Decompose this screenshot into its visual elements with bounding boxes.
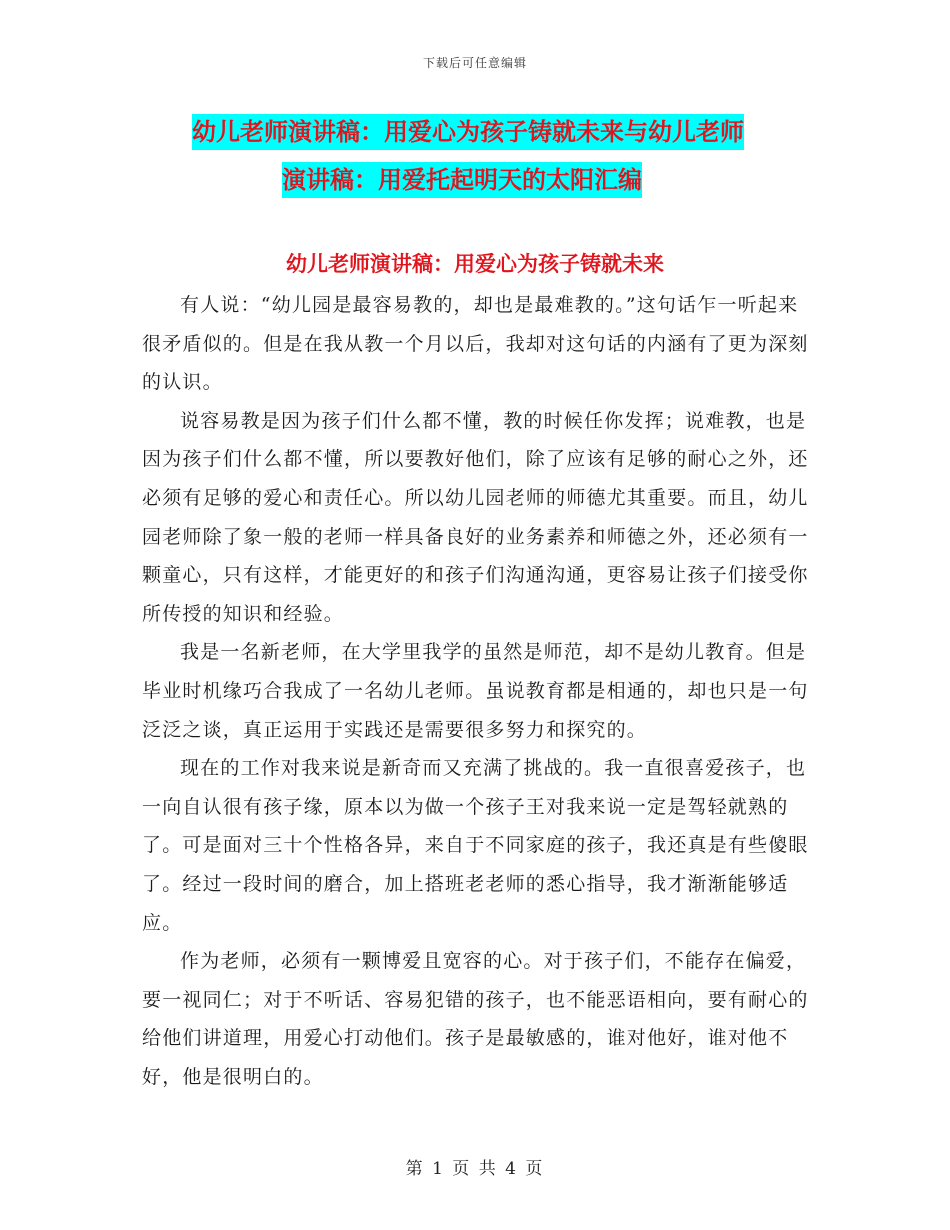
- page-number-footer: 第 1 页 共 4 页: [405, 1159, 545, 1179]
- paragraph-4: 现在的工作对我来说是新奇而又充满了挑战的。我一直很喜爱孩子，也一向自认很有孩子缘，原本以为做一个孩子王对我来说一定是驾轻就熟的了。可是面对三十个性格各异，来自于不同家庭的孩子，我还真是有些傻眼了。经过一段时间的磨合，加上搭班老老师的悉心指导，我才渐渐能够适应。: [142, 757, 809, 934]
- title-highlight-1: 幼儿老师演讲稿：用爱心为孩子铸就未来与幼儿老师: [192, 114, 744, 150]
- paragraph-5: 作为老师，必须有一颗博爱且宽容的心。对于孩子们，不能存在偏爱，要一视同仁；对于不听话、容易犯错的孩子，也不能恶语相向，要有耐心的给他们讲道理，用爱心打动他们。孩子是最敏感的，谁对他好，谁对他不好，他是很明白的。: [142, 950, 809, 1088]
- title-highlight-2: 演讲稿：用爱托起明天的太阳汇编: [282, 162, 642, 198]
- page-header-note: 下载后可任意编辑: [422, 56, 527, 70]
- paragraph-2: 说容易教是因为孩子们什么都不懂，教的时候任你发挥；说难教，也是因为孩子们什么都不懂，所以要教好他们，除了应该有足够的耐心之外，还必须有足够的爱心和责任心。所以幼儿园老师的师德尤其重要。而且，幼儿园老师除了象一般的老师一样具备良好的业务素养和师德之外，还必须有一颗童心，只有这样，才能更好的和孩子们沟通沟通，更容易让孩子们接受你所传授的知识和经验。: [142, 409, 809, 625]
- document-title-line-1: [140, 108, 840, 156]
- paragraph-1: 有人说：“幼儿园是最容易教的，却也是最难教的。”这句话乍一听起来很矛盾似的。但是在我从教一个月以后，我却对这句话的内涵有了更为深刻的认识。: [142, 294, 809, 394]
- document-title-line-2: [140, 156, 840, 204]
- paragraph-3: 我是一名新老师，在大学里我学的虽然是师范，却不是幼儿教育。但是毕业时机缘巧合我成了一名幼儿老师。虽说教育都是相通的，却也只是一句泛泛之谈，真正运用于实践还是需要很多努力和探究的。: [142, 641, 809, 741]
- document-body: [142, 286, 812, 1096]
- document-title: [140, 108, 840, 204]
- section-title: 幼儿老师演讲稿：用爱心为孩子铸就未来: [286, 252, 664, 276]
